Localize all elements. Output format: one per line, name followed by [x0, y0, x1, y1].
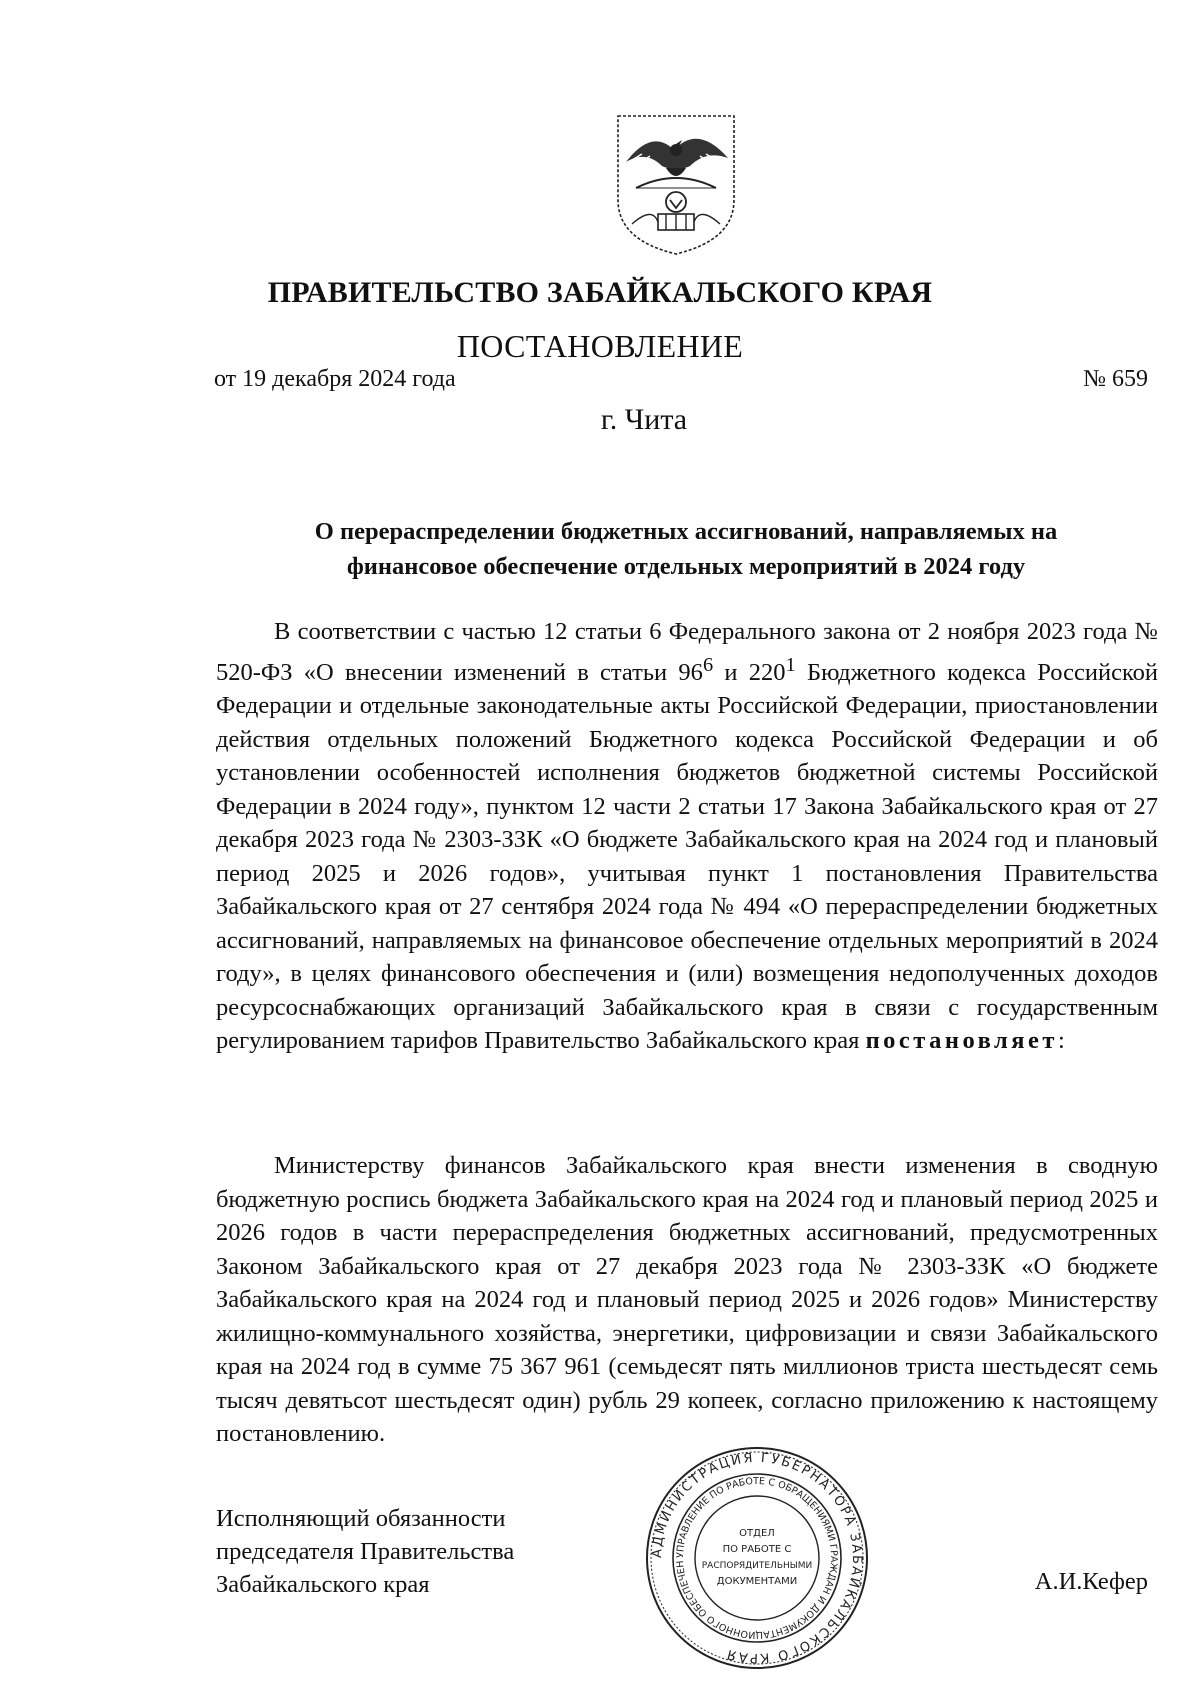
government-title: ПРАВИТЕЛЬСТВО ЗАБАЙКАЛЬСКОГО КРАЯ	[267, 276, 933, 309]
round-seal-stamp-icon	[643, 1444, 871, 1672]
stamp-center-line-1: ОТДЕЛ	[739, 1528, 775, 1539]
superscript-2: 1	[785, 653, 796, 676]
stamp-inner-text: УПРАВЛЕНИЕ ПО РАБОТЕ С ОБРАЩЕНИЯМИ ГРАЖДАН И ДОКУМЕНТАЦИОННОГО ОБЕСПЕЧЕН	[674, 1475, 840, 1641]
preamble-text-1: В соответствии с частью 12 статьи 6 Федерального закона от 2 ноября 2023 года № 520-ФЗ «О внесении изменений в статьи 96	[216, 618, 1158, 686]
preamble-colon: :	[1057, 1027, 1065, 1055]
signatory-line-1: Исполняющий обязанности	[216, 1505, 506, 1532]
preamble-text-3: Бюджетного кодекса Российской Федерации и отдельные законодательные акты Российской Федерации, приостановлении действия отдельных положений Бюджетного кодекса Российской Федерации и об установлении особенностей исполнения бюджетов бюджетной системы Российской Федерации в 2024 году», пунктом 12 части 2 статьи 17 Закона Забайкальского края от 27 декабря 2023 года № 2303-ЗЗК «О бюджете Забайкальского края на 2024 год и плановый период 2025 и 2026 годов», учитывая пункт 1 постановления Правительства Забайкальского края от 27 сентября 2024 года № 494 «О перераспределении бюджетных ассигнований, направляемых на финансовое обеспечение отдельных мероприятий в 2024 году», в целях финансового обеспечения и (или) возмещения недополученных доходов ресурсоснабжающих организаций Забайкальского края в связи с государственным регулированием тарифов Правительство Забайкальского края	[216, 658, 1158, 1055]
document-type: ПОСТАНОВЛЕНИЕ	[456, 328, 744, 364]
stamp-center-line-2: ПО РАБОТЕ С	[722, 1544, 792, 1555]
superscript-1: 6	[702, 653, 714, 676]
subject-line-1: О перераспределении бюджетных ассигнований, направляемых на	[314, 518, 1058, 545]
coat-of-arms-icon	[612, 110, 740, 258]
document-number: № 659	[1083, 366, 1148, 392]
subject-line-2: финансовое обеспечение отдельных мероприятий в 2024 году	[346, 553, 1026, 580]
stamp-center-line-3: РАСПОРЯДИТЕЛЬНЫМИ	[701, 1561, 813, 1571]
preamble-text-2: и 220	[713, 658, 786, 686]
signatory-line-3: Забайкальского края	[216, 1571, 430, 1598]
resolves-keyword: постановляет	[865, 1027, 1058, 1055]
document-city: г. Чита	[600, 403, 688, 436]
signatory-name: А.И.Кефер	[1034, 1568, 1148, 1595]
document-subject	[216, 514, 1156, 584]
stamp-center-line-4: ДОКУМЕНТАМИ	[716, 1576, 798, 1587]
preamble-paragraph	[216, 615, 1158, 1058]
stamp-outer-text: АДМИНИСТРАЦИЯ ГУБЕРНАТОРА ЗАБАЙКАЛЬСКОГО КРАЯ	[649, 1450, 865, 1666]
document-date: от 19 декабря 2024 года	[214, 366, 456, 392]
signatory-position	[216, 1502, 514, 1601]
resolution-paragraph: Министерству финансов Забайкальского края внести изменения в сводную бюджетную роспись бюджета Забайкальского края на 2024 год и плановый период 2025 и 2026 годов в части перераспределения бюджетных ассигнований, предусмотренных Законом Забайкальского края от 27 декабря 2023 года № 2303-ЗЗК «О бюджете Забайкальского края на 2024 год и плановый период 2025 и 2026 годов» Министерству жилищно-коммунального хозяйства, энергетики, цифровизации и связи Забайкальского края на 2024 год в сумме 75 367 961 (семьдесят пять миллионов триста шестьдесят семь тысяч девятьсот шестьдесят один) рубль 29 копеек, согласно приложению к настоящему постановлению.	[216, 1152, 1158, 1447]
signatory-line-2: председателя Правительства	[216, 1538, 515, 1565]
